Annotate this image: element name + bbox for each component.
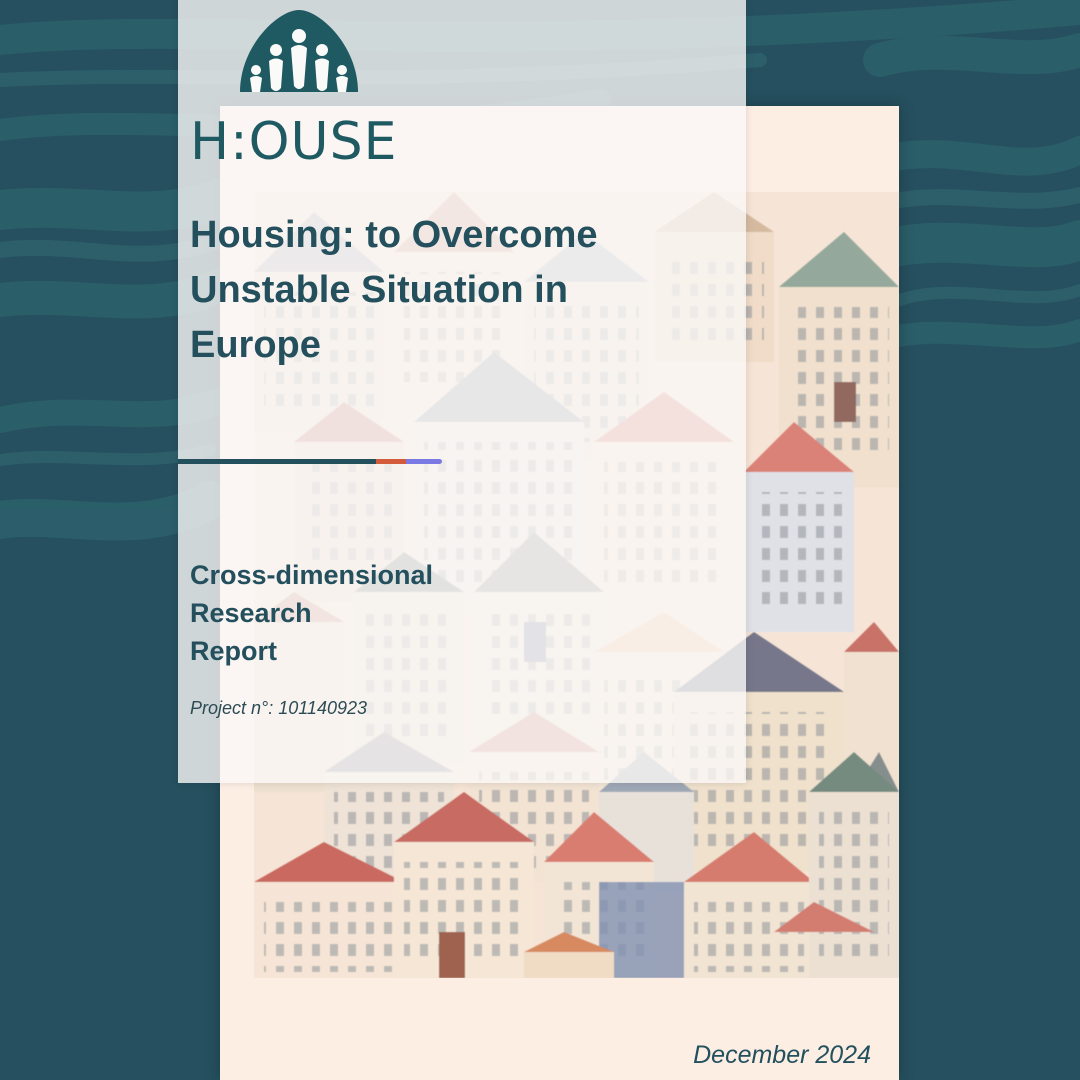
subtitle-line: Report xyxy=(190,636,277,666)
title-line: Unstable Situation in xyxy=(190,269,568,311)
divider-dark xyxy=(178,459,376,464)
title-line: Housing: to Overcome xyxy=(190,214,598,256)
publication-date: December 2024 xyxy=(693,1041,871,1069)
cover-title-panel xyxy=(178,0,746,783)
subtitle-line: Research xyxy=(190,598,312,628)
divider-orange xyxy=(376,459,406,464)
report-subtitle xyxy=(190,556,433,670)
brand-wordmark: H:OUSE xyxy=(190,112,398,172)
subtitle-line: Cross-dimensional xyxy=(190,560,434,590)
divider-purple xyxy=(406,459,442,464)
project-number: Project n°: 101140923 xyxy=(190,698,367,718)
title-line: Europe xyxy=(190,324,321,366)
report-title xyxy=(190,208,710,373)
house-people-logo-icon xyxy=(238,6,360,96)
